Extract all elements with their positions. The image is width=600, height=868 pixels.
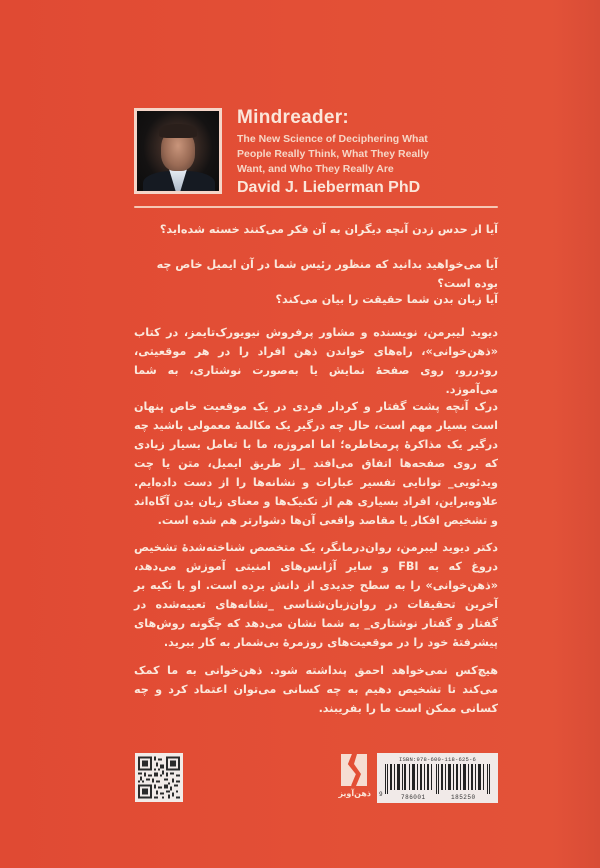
isbn-label: ISBN:978-600-118-625-6 [398, 756, 476, 763]
qr-code-icon [138, 756, 180, 799]
subtitle-line: The New Science of Deciphering What [237, 133, 428, 145]
subtitle-line: Want, and Who They Really Are [237, 163, 394, 175]
question-1: آیا از حدس زدن آنچه دیگران به آن فکر می‌کنند خسته شده‌اید؟ [159, 223, 498, 236]
barcode-bars-icon [385, 764, 491, 794]
book-subtitle [237, 132, 507, 177]
author-name: David J. Lieberman PhD [237, 179, 421, 196]
header-divider [134, 206, 498, 208]
publisher-logo-icon [339, 752, 369, 788]
paragraph-intro: دیوید لیبرمن، نویسنده و مشاور پرفروش نیویورک‌تایمز، در کتاب «ذهن‌خوانی»، راه‌های خواندن ذهن افراد را در هر موقعیتی، رودررو، روی صفحهٔ نمایش یا به‌صورت نوشتاری، به شما می‌آموزد. [134, 326, 498, 396]
isbn-barcode [377, 753, 498, 803]
barcode-right-digits: 185250 [451, 794, 476, 801]
paragraph-context: درک آنچه پشت گفتار و کردار فردی در یک موقعیت خاص پنهان است بسیار مهم است، حال چه درگیر یک مکالمهٔ معمولی باشید چه درگیر یک مذاکرهٔ پرمخاطره؛ اما امروزه، ما با تعامل بسیار زیادی که روی صفحه‌ها اتفاق می‌افتد _از طریق ایمیل، متن یا چت ویدئویی_ توانایی تفسیر عبارات و نشانه‌ها را از دست داده‌ایم. علاوه‌براین، افراد بسیاری هم از تکنیک‌ها و معنای زبان بدن آگاه‌اند و تشخیص افکار یا مقاصد واقعی آن‌ها دشوارتر هم شده است. [134, 400, 498, 527]
paragraph-closing: هیچ‌کس نمی‌خواهد احمق پنداشته شود. ذهن‌خوانی به ما کمک می‌کند تا تشخیص دهیم به چه کسانی می‌توان اعتماد کرد و چه کسانی ممکن است ما را بفریبند. [134, 664, 498, 715]
book-title: Mindreader: [237, 107, 350, 128]
barcode-lead-digit: 9 [379, 791, 383, 798]
qr-code [135, 753, 183, 802]
english-title-block [237, 106, 507, 198]
photo-hair [159, 124, 197, 138]
question-3: آیا زبان بدن شما حقیقت را بیان می‌کند؟ [275, 293, 498, 306]
publisher-name: ذهن‌آویز [338, 789, 371, 798]
barcode-left-digits: 786001 [401, 794, 426, 801]
paragraph-author-bio: دکتر دیوید لیبرمن، روان‌درمانگر، یک متخصص شناخته‌شدهٔ تشخیص دروغ که به FBI و سایر آژانس‌های امنیتی آموزش می‌دهد، «ذهن‌خوانی» را به سطح جدیدی از دانش برده است. او با تکیه بر آخرین تحقیقات در روان‌زبان‌شناسی _نشانه‌های تعبیه‌شده در گفتار و گفتار نوشتاری_ به شما نشان می‌دهد که چگونه روش‌های پیشرفتهٔ خود را در موقعیت‌های روزمرهٔ بی‌شمار به کار ببرید. [134, 541, 498, 649]
publisher-logo [339, 752, 371, 804]
author-photo [134, 108, 222, 194]
subtitle-line: People Really Think, What They Really [237, 148, 429, 160]
question-2: آیا می‌خواهید بدانید که منظور رئیس شما در آن ایمیل خاص چه بوده است؟ [156, 258, 498, 290]
